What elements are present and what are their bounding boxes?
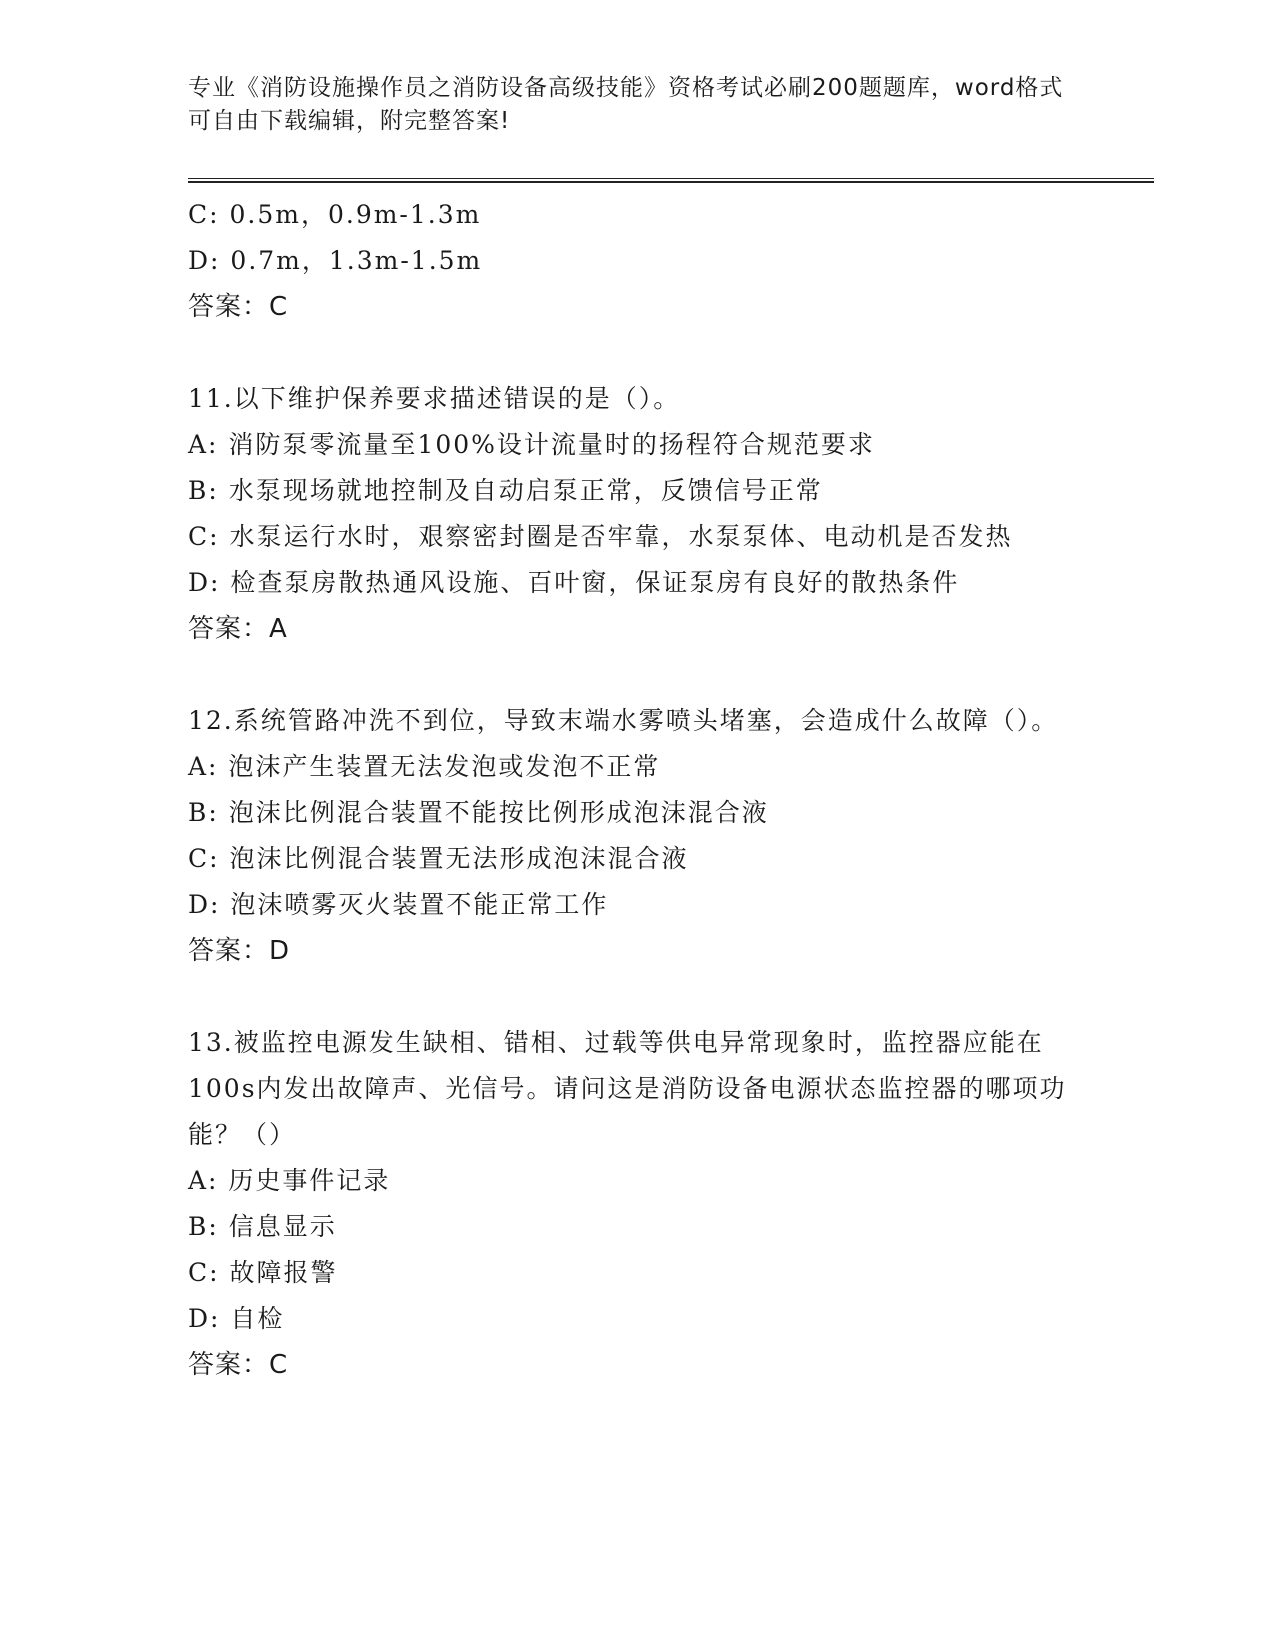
header-divider-thick	[188, 181, 1154, 183]
spacer	[188, 974, 1088, 1020]
question-block	[188, 376, 1088, 652]
option-c: C: 0.5m，0.9m-1.3m	[188, 200, 482, 229]
question-stem: 13.被监控电源发生缺相、错相、过载等供电异常现象时，监控器应能在100s内发出故障声、光信号。请问这是消防设备电源状态监控器的哪项功能？（）	[188, 1028, 1067, 1149]
option-d: D: 检查泵房散热通风设施、百叶窗，保证泵房有良好的散热条件	[188, 568, 960, 597]
option-d: D: 0.7m，1.3m-1.5m	[188, 246, 483, 275]
answer-line: 答案：C	[188, 1350, 289, 1380]
spacer	[188, 330, 1088, 376]
option-a: A: 历史事件记录	[188, 1166, 391, 1195]
answer-line: 答案：C	[188, 292, 289, 322]
option-d: D: 泡沫喷雾灭火装置不能正常工作	[188, 890, 609, 919]
header-divider-thin	[188, 178, 1154, 179]
question-block	[188, 1020, 1088, 1388]
question-stem: 11.以下维护保养要求描述错误的是（）。	[188, 384, 681, 413]
option-d: D: 自检	[188, 1304, 285, 1333]
option-c: C: 水泵运行水时，艰察密封圈是否牢靠，水泵泵体、电动机是否发热	[188, 522, 1013, 551]
prev-question-block	[188, 192, 1088, 330]
option-b: B: 泡沫比例混合装置不能按比例形成泡沫混合液	[188, 798, 769, 827]
option-c: C: 泡沫比例混合装置无法形成泡沫混合液	[188, 844, 689, 873]
spacer	[188, 652, 1088, 698]
question-content	[188, 192, 1088, 1388]
option-b: B: 信息显示	[188, 1212, 337, 1241]
option-a: A: 泡沫产生装置无法发泡或发泡不正常	[188, 752, 661, 781]
document-header: 专业《消防设施操作员之消防设备高级技能》资格考试必刷200题题库，word格式可自由下载编辑，附完整答案!	[188, 75, 1064, 134]
question-block	[188, 698, 1088, 974]
answer-line: 答案：D	[188, 936, 291, 966]
option-c: C: 故障报警	[188, 1258, 338, 1287]
option-b: B: 水泵现场就地控制及自动启泵正常，反馈信号正常	[188, 476, 823, 505]
answer-line: 答案：A	[188, 614, 288, 644]
option-a: A: 消防泵零流量至100%设计流量时的扬程符合规范要求	[188, 430, 875, 459]
question-stem: 12.系统管路冲洗不到位，导致末端水雾喷头堵塞，会造成什么故障（）。	[188, 706, 1059, 735]
